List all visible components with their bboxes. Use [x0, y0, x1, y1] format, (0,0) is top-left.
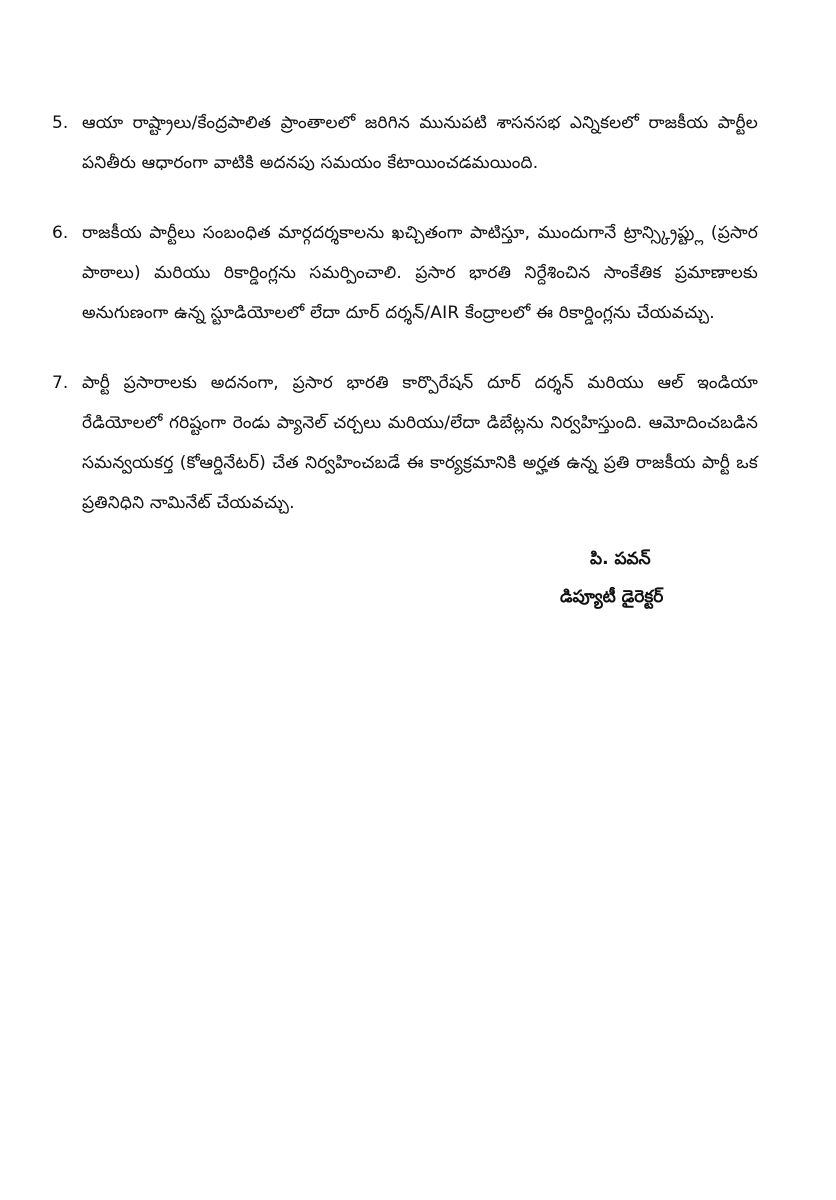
list-item: [52, 213, 758, 333]
signatory-name: పి. పవన్: [590, 549, 651, 569]
item-number: 7.: [52, 373, 69, 393]
signature-block: [560, 540, 760, 616]
item-number: 6.: [52, 223, 69, 243]
item-text: పార్టీ ప్రసారాలకు అదనంగా, ప్రసార భారతి కార్పొరేషన్ దూర్ దర్శన్ మరియు ఆల్ ఇండియా రేడియోలలో గరిష్టంగా రెండు ప్యానెల్ చర్చలు మరియు/లేదా డిబేట్లను నిర్వహిస్తుంది. ఆమోదించబడిన సమన్వయకర్త (కోఆర్డినేటర్) చేత నిర్వహించబడే ఈ కార్యక్రమానికి అర్హత ఉన్న ప్రతి రాజకీయ పార్టీ ఒక ప్రతినిధిని నామినేట్ చేయవచ్చు.: [82, 373, 758, 513]
numbered-points: [52, 103, 758, 553]
item-text: రాజకీయ పార్టీలు సంబంధిత మార్గదర్శకాలను ఖచ్చితంగా పాటిస్తూ, ముందుగానే ట్రాన్స్క్రిప్ట్లు (ప్రసార పాఠాలు) మరియు రికార్డింగ్లను సమర్పించాలి. ప్రసార భారతి నిర్దేశించిన సాంకేతిక ప్రమాణాలకు అనుగుణంగా ఉన్న స్టూడియోలలో లేదా దూర్ దర్శన్/AIR కేంద్రాలలో ఈ రికార్డింగ్లను చేయవచ్చు.: [82, 223, 758, 323]
signatory-title: డిప్యూటీ డైరెక్టర్: [560, 587, 664, 607]
list-item: [52, 103, 758, 183]
list-item: [52, 363, 758, 523]
item-number: 5.: [52, 113, 69, 133]
item-text: ఆయా రాష్ట్రాలు/కేంద్రపాలిత ప్రాంతాలలో జరిగిన మునుపటి శాసనసభ ఎన్నికలలో రాజకీయ పార్టీల పనితీరు ఆధారంగా వాటికి అదనపు సమయం కేటాయించడమయింది.: [82, 113, 758, 173]
